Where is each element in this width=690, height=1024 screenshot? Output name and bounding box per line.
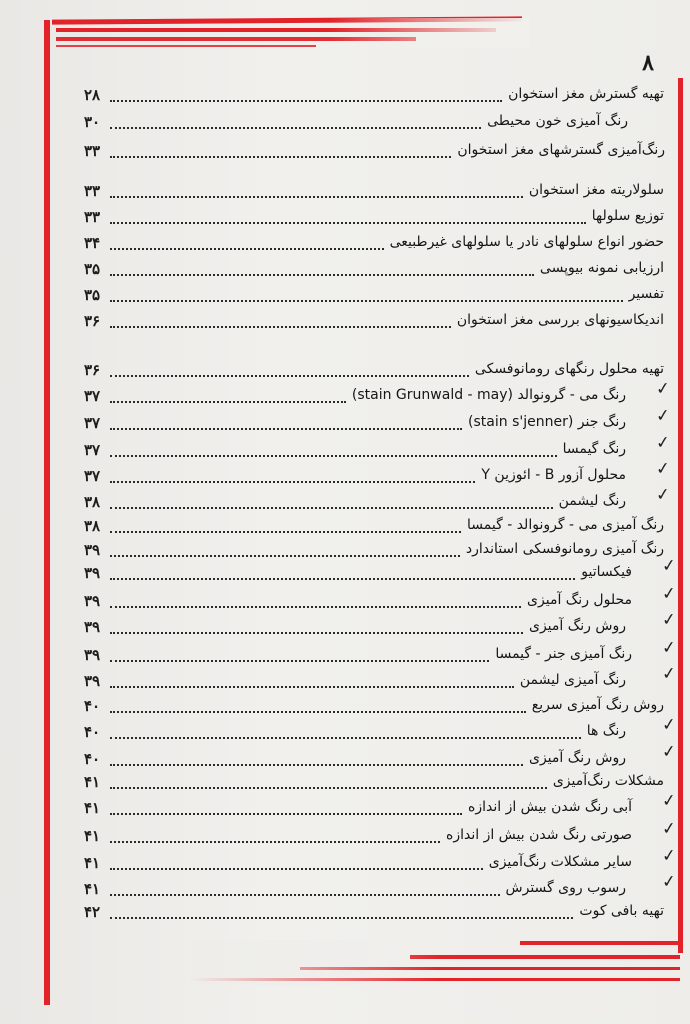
- toc-entry-title: رنگ جنر (stain s'jenner): [468, 414, 626, 430]
- checkmark-icon: ✓: [660, 741, 678, 763]
- dot-leader: [110, 479, 475, 483]
- toc-page-number: ۳۵: [84, 286, 101, 304]
- dot-leader: [110, 735, 581, 739]
- toc-entry: [84, 640, 632, 666]
- toc-entry: [84, 228, 664, 254]
- toc-entry-title: رنگ آمیزی جنر - گیمسا: [495, 646, 632, 662]
- toc-entry-title: فیکساتیو: [581, 564, 632, 580]
- dot-leader: [110, 785, 547, 789]
- dot-leader: [110, 630, 523, 634]
- checkmark-icon: ✓: [654, 458, 672, 480]
- toc-page-number: ۴۱: [84, 854, 101, 872]
- toc-entry-title: روش رنگ آمیزی سریع: [531, 697, 664, 713]
- toc-entry: [84, 254, 664, 280]
- checkmark-icon: ✓: [660, 714, 678, 736]
- toc-entry: [84, 612, 626, 638]
- checkmark-icon: ✓: [654, 405, 672, 427]
- toc-entry: [84, 280, 664, 306]
- checkmark-icon: ✓: [654, 432, 672, 454]
- dot-leader: [110, 505, 553, 509]
- toc-entry-title: تهیه گسترش مغز استخوان: [508, 86, 664, 102]
- toc-page-number: ۳۹: [84, 592, 101, 610]
- dot-leader: [110, 324, 451, 328]
- toc-entry-title: مشکلات رنگ‌آمیزی: [552, 773, 664, 789]
- toc-entry: [84, 176, 664, 202]
- toc-entry: [84, 306, 664, 332]
- toc-page-number: ۳۷: [84, 467, 101, 485]
- toc-entry-title: رنگ آمیزی می - گرونوالد - گیمسا: [467, 517, 664, 533]
- checkmark-icon: ✓: [660, 818, 678, 840]
- toc-entry-title: سلولاریته مغز استخوان: [528, 182, 664, 198]
- toc-page-number: ۴۰: [84, 723, 101, 741]
- dot-leader: [110, 529, 461, 533]
- toc-entry-title: محلول آزور B - ائوزین Y: [481, 467, 626, 483]
- checkmark-icon: ✓: [654, 484, 672, 506]
- toc-entry-title: روش رنگ آمیزی: [529, 618, 626, 634]
- checkmark-icon: ✓: [660, 609, 678, 631]
- toc-page-number: ۴۱: [84, 773, 101, 791]
- dot-leader: [110, 684, 514, 688]
- toc-entry: [84, 897, 664, 923]
- toc-page-number: ۳۹: [84, 541, 101, 559]
- dot-leader: [110, 373, 469, 377]
- toc-page-number: ۳۹: [84, 672, 101, 690]
- dot-leader: [110, 658, 489, 662]
- dot-leader: [110, 811, 462, 815]
- checkmark-icon: ✓: [660, 583, 678, 605]
- toc-entry: [84, 558, 632, 584]
- toc-entry-title: روش رنگ آمیزی: [529, 750, 626, 766]
- toc-entry-title: سایر مشکلات رنگ‌آمیزی: [488, 854, 632, 870]
- dot-leader: [110, 246, 384, 250]
- toc-page-number: ۴۱: [84, 799, 101, 817]
- checkmark-icon: ✓: [660, 845, 678, 867]
- checkmark-icon: ✓: [660, 790, 678, 812]
- toc-entry: [84, 487, 626, 513]
- dot-leader: [110, 892, 500, 896]
- toc-entry-title: آبی رنگ شدن بیش از اندازه: [468, 799, 632, 815]
- toc-page-number: ۳۴: [84, 234, 101, 252]
- toc-page-number: ۳۷: [84, 441, 101, 459]
- toc-page-number: ۳۳: [84, 208, 101, 226]
- toc-entry-title: صورتی رنگ شدن بیش از اندازه: [446, 827, 632, 843]
- toc-entry-title: رنگ آمیزی لیشمن: [519, 672, 626, 688]
- toc-entry-title: رنگ ها: [586, 723, 626, 739]
- toc-entry: [84, 435, 626, 461]
- toc-entry-title: حضور انواع سلولهای نادر یا سلولهای غیرطبیعی: [389, 234, 664, 250]
- toc-page-number: ۳۹: [84, 564, 101, 582]
- page-number: ۸: [642, 50, 654, 76]
- dot-leader: [110, 553, 460, 557]
- dot-leader: [110, 220, 586, 224]
- toc-entry-title: تفسیر: [628, 286, 664, 302]
- checkmark-icon: ✓: [660, 871, 678, 893]
- toc-entry-title: رنگ گیمسا: [562, 441, 626, 457]
- dot-leader: [110, 453, 557, 457]
- toc-entry: [84, 821, 632, 847]
- dot-leader: [110, 125, 481, 129]
- dot-leader: [110, 154, 451, 158]
- toc-page-number: ۳۷: [84, 414, 101, 432]
- checkmark-icon: ✓: [654, 378, 672, 400]
- checkmark-icon: ✓: [660, 663, 678, 685]
- toc-entry-title: توزیع سلولها: [591, 208, 664, 224]
- toc-entry: [84, 511, 664, 537]
- toc-page-number: ۳۹: [84, 618, 101, 636]
- toc-page-number: ۳۵: [84, 260, 101, 278]
- toc-page-number: ۴۱: [84, 827, 101, 845]
- toc-entry: [84, 355, 664, 381]
- toc-entry-title: رنگ‌آمیزی گسترشهای مغز استخوان: [457, 142, 665, 158]
- toc-entry: [84, 381, 626, 407]
- toc-entry: [84, 107, 628, 133]
- toc-page-number: ۴۰: [84, 750, 101, 768]
- toc-entry: [84, 691, 664, 717]
- toc-page-number: ۳۰: [84, 113, 101, 131]
- dot-leader: [110, 604, 521, 608]
- toc-page-number: ۴۱: [84, 880, 101, 898]
- toc-page-number: ۳۶: [84, 312, 101, 330]
- toc-entry-title: رسوب روی گسترش: [505, 880, 626, 896]
- toc-entry: [84, 136, 665, 162]
- toc-entry-title: اندیکاسیونهای بررسی مغز استخوان: [456, 312, 664, 328]
- toc-page-number: ۲۸: [84, 86, 101, 104]
- toc-entry: [84, 202, 664, 228]
- toc-page-number: ۳۶: [84, 361, 101, 379]
- dot-leader: [110, 839, 440, 843]
- dot-leader: [110, 426, 462, 430]
- checkmark-icon: ✓: [660, 637, 678, 659]
- dot-leader: [110, 194, 523, 198]
- toc-page-number: ۳۳: [84, 142, 101, 160]
- toc-page-number: ۴۰: [84, 697, 101, 715]
- toc-page-number: ۳۷: [84, 387, 101, 405]
- toc-page-number: ۳۹: [84, 646, 101, 664]
- dot-leader: [110, 915, 573, 919]
- toc-entry: [84, 80, 664, 106]
- toc-page-number: ۳۳: [84, 182, 101, 200]
- dot-leader: [110, 272, 534, 276]
- toc-entry: [84, 793, 632, 819]
- dot-leader: [110, 298, 623, 302]
- toc-entry-title: رنگ لیشمن: [558, 493, 626, 509]
- toc-page-number: ۳۸: [84, 517, 101, 535]
- toc-entry-title: رنگ آمیزی رومانوفسکی استاندارد: [465, 541, 664, 557]
- dot-leader: [110, 762, 523, 766]
- dot-leader: [110, 709, 526, 713]
- toc-entry: [84, 408, 626, 434]
- toc-entry: [84, 461, 626, 487]
- toc-entry-title: تهیه بافی کوت: [579, 903, 664, 919]
- toc-entry: [84, 717, 626, 743]
- toc-entry: [84, 666, 626, 692]
- toc-entry: [84, 586, 632, 612]
- toc-entry: [84, 848, 632, 874]
- toc-entry-title: رنگ آمیزی خون محیطی: [487, 113, 628, 129]
- toc-entry-title: تهیه محلول رنگهای رومانوفسکی: [474, 361, 664, 377]
- toc-entry-title: محلول رنگ آمیزی: [527, 592, 632, 608]
- toc-entry-title: ارزیابی نمونه بیوپسی: [539, 260, 664, 276]
- dot-leader: [110, 576, 575, 580]
- toc-entry-title: رنگ می - گرونوالد (stain Grunwald - may): [351, 387, 626, 403]
- dot-leader: [110, 98, 502, 102]
- checkmark-icon: ✓: [660, 555, 678, 577]
- toc-entry: [84, 767, 664, 793]
- toc-page-number: ۴۲: [84, 903, 101, 921]
- dot-leader: [110, 866, 483, 870]
- toc-page-number: ۳۸: [84, 493, 101, 511]
- dot-leader: [110, 399, 346, 403]
